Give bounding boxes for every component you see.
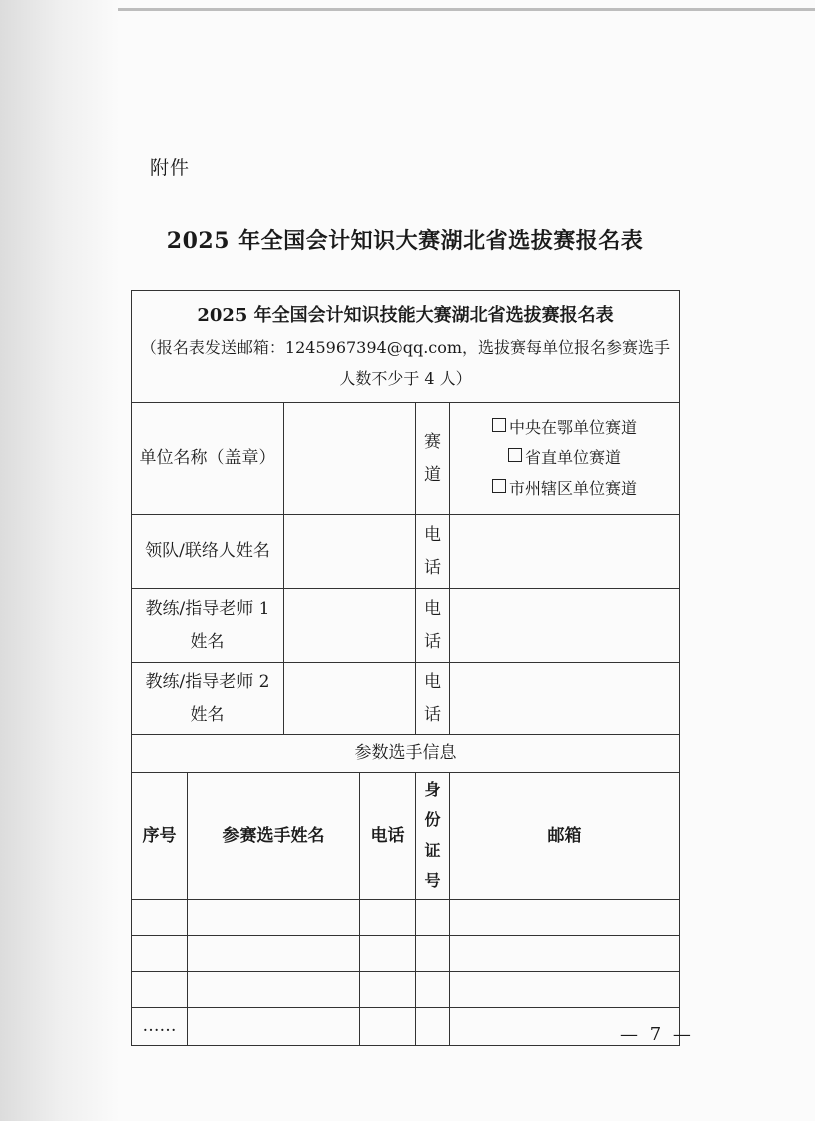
form-submission-note: （报名表发送邮箱：1245967394@qq.com，选拔赛每单位报名参赛选手人数不少于 4 人） <box>140 338 671 388</box>
col-header-name: 参赛选手姓名 <box>188 773 360 900</box>
coach1-phone-label: 电话 <box>416 589 450 663</box>
cell[interactable] <box>360 971 416 1007</box>
coach2-name-value[interactable] <box>284 663 416 735</box>
cell[interactable] <box>416 935 450 971</box>
unit-name-label: 单位名称（盖章） <box>132 403 284 515</box>
col-header-id-number: 身份证号 <box>416 773 450 900</box>
cell[interactable] <box>450 899 680 935</box>
ellipsis-cell: …… <box>132 1007 188 1045</box>
cell[interactable] <box>450 935 680 971</box>
document-title: 2025 年全国会计知识大赛湖北省选拔赛报名表 <box>166 228 644 254</box>
coach2-phone-value[interactable] <box>450 663 680 735</box>
track-options <box>450 403 680 515</box>
cell[interactable] <box>132 971 188 1007</box>
attachment-label: 附件 <box>150 157 191 179</box>
cell[interactable] <box>360 935 416 971</box>
page-number: — 7 — <box>620 1024 694 1045</box>
coach2-phone-label: 电话 <box>416 663 450 735</box>
cell[interactable] <box>188 899 360 935</box>
registration-form-table <box>131 290 680 1046</box>
checkbox-icon[interactable] <box>492 479 506 493</box>
track-label: 赛道 <box>416 403 450 515</box>
cell[interactable] <box>132 899 188 935</box>
leader-phone-value[interactable] <box>450 515 680 589</box>
cell[interactable] <box>132 935 188 971</box>
track-option-central[interactable]: 中央在鄂单位赛道 <box>454 413 675 443</box>
cell[interactable] <box>188 971 360 1007</box>
form-header-cell <box>132 291 680 403</box>
track-option-provincial[interactable]: 省直单位赛道 <box>454 443 675 473</box>
table-row <box>132 899 680 935</box>
leader-name-value[interactable] <box>284 515 416 589</box>
coach1-name-label: 教练/指导老师 1 姓名 <box>132 589 284 663</box>
table-row <box>132 971 680 1007</box>
coach1-phone-value[interactable] <box>450 589 680 663</box>
cell[interactable] <box>188 1007 360 1045</box>
col-header-phone: 电话 <box>360 773 416 900</box>
cell[interactable] <box>416 1007 450 1045</box>
unit-name-value[interactable] <box>284 403 416 515</box>
form-title: 2025 年全国会计知识技能大赛湖北省选拔赛报名表 <box>197 305 614 327</box>
contestant-section-heading: 参数选手信息 <box>132 735 680 773</box>
checkbox-icon[interactable] <box>508 448 522 462</box>
cell[interactable] <box>416 899 450 935</box>
scan-top-edge <box>118 8 815 11</box>
cell[interactable] <box>416 971 450 1007</box>
coach1-name-value[interactable] <box>284 589 416 663</box>
col-header-index: 序号 <box>132 773 188 900</box>
table-row <box>132 935 680 971</box>
cell[interactable] <box>360 1007 416 1045</box>
leader-phone-label: 电话 <box>416 515 450 589</box>
checkbox-icon[interactable] <box>492 418 506 432</box>
cell[interactable] <box>360 899 416 935</box>
coach2-name-label: 教练/指导老师 2 姓名 <box>132 663 284 735</box>
cell[interactable] <box>188 935 360 971</box>
scan-fold-shadow <box>0 0 120 1121</box>
cell[interactable] <box>450 971 680 1007</box>
leader-name-label: 领队/联络人姓名 <box>132 515 284 589</box>
table-row <box>132 1007 680 1045</box>
track-option-city[interactable]: 市州辖区单位赛道 <box>454 474 675 504</box>
col-header-email: 邮箱 <box>450 773 680 900</box>
